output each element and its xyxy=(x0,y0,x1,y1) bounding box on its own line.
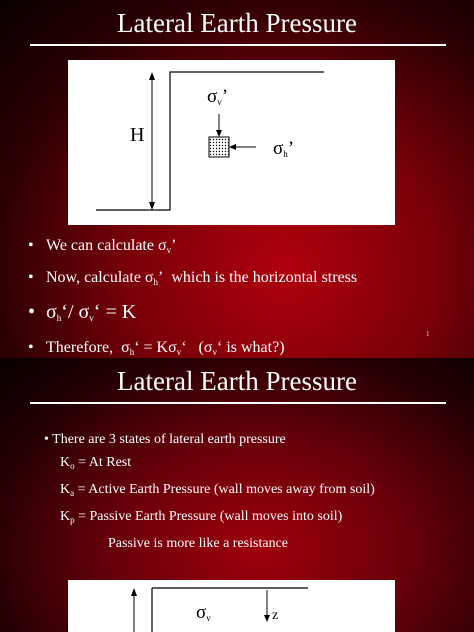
title-underline xyxy=(30,44,446,46)
sigma-v-label: $\sigma_v$’ xyxy=(207,86,229,107)
soil-element xyxy=(209,137,229,157)
diagram-drawing xyxy=(68,60,395,225)
bullet-k-ratio: • $\sigma_h‘/$ $\sigma_v‘ = K$ xyxy=(28,296,448,334)
state-passive: $K_p$ = Passive Earth Pressure (wall moves into soil) xyxy=(60,509,343,525)
sigma-h-label: $\sigma_h$’ xyxy=(273,138,295,159)
states-block xyxy=(44,428,464,555)
states-intro: • There are 3 states of lateral earth pressure xyxy=(44,432,286,447)
z-label: z xyxy=(272,608,279,623)
slide-2-title: Lateral Earth Pressure xyxy=(117,366,357,396)
passive-note: Passive is more like a resistance xyxy=(108,536,289,551)
depth-stress-diagram xyxy=(68,580,395,632)
height-arrow-top xyxy=(149,72,155,80)
sigma-v-label: $\sigma_v$ xyxy=(196,602,211,623)
state-at-rest: $K_o = At$ Rest xyxy=(60,455,132,471)
bullet-calculate-sigma-h: • Now, calculate $\sigma_h$’ which is the horizontal stress xyxy=(28,264,448,296)
state-active: $K_a$ = Active Earth Pressure (wall moves away from soil) xyxy=(60,482,375,498)
bullet-calculate-sigma-v: • We can calculate $\sigma_v$’ xyxy=(28,232,448,264)
lateral-pressure-diagram xyxy=(68,60,395,225)
diagram-2-drawing xyxy=(68,580,395,632)
title-underline xyxy=(30,402,446,404)
slide-1-bullets xyxy=(28,232,448,358)
slide-2 xyxy=(0,358,474,632)
bullet-therefore: • Therefore, $\sigma_h‘$ = $K\sigma_v‘$ ($\sigma_v‘$ is what?) xyxy=(28,334,448,358)
height-arrow-bottom xyxy=(149,202,155,210)
height-label: H xyxy=(130,124,145,146)
page-number: 1 xyxy=(426,330,430,338)
slide-1-title: Lateral Earth Pressure xyxy=(117,8,357,38)
